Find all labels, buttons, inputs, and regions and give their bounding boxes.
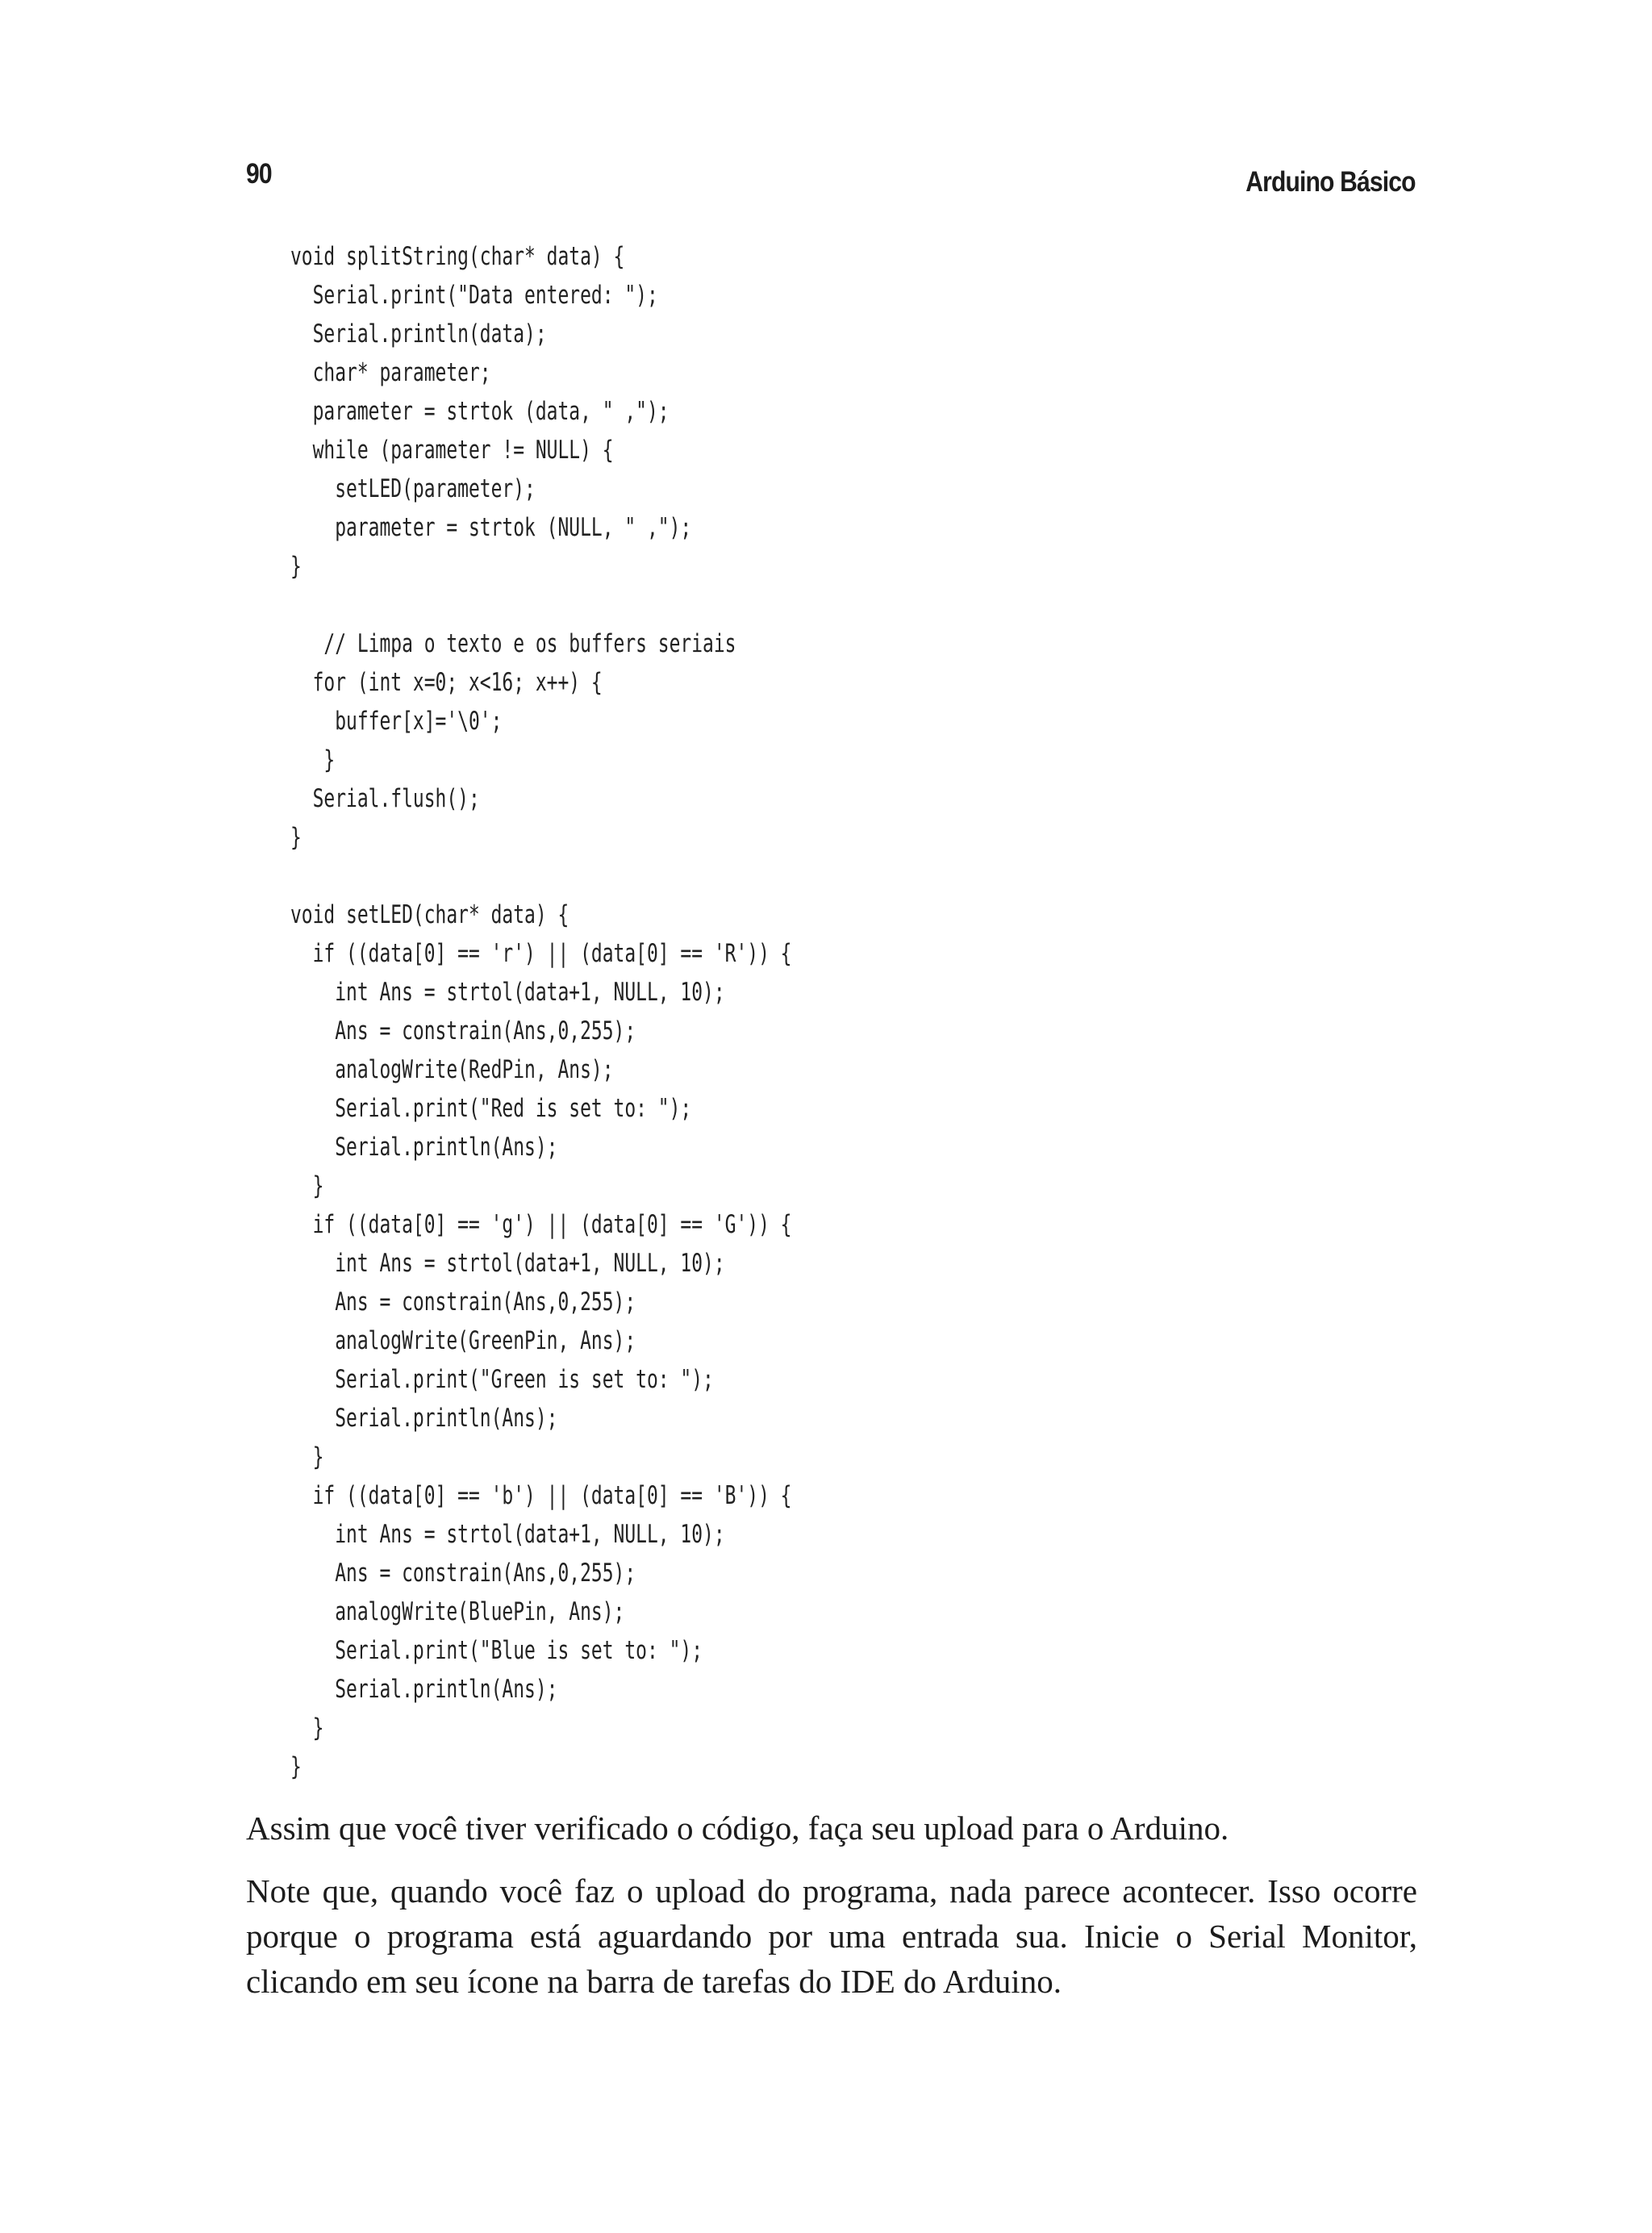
code-line: } [290,1442,324,1471]
body-paragraph-2: Note que, quando você faz o upload do programa, nada parece acontecer. Isso ocorre porque o programa está aguardando por uma entrada sua. Inicie o Serial Monitor, clicando em seu ícone na barra de tarefas do IDE do Arduino. [246,1872,1417,2000]
code-line: Serial.print("Red is set to: "); [290,1094,692,1123]
code-line [290,586,1126,624]
code-line: Serial.print("Data entered: "); [290,281,658,310]
code-line: Serial.flush(); [290,784,480,813]
code-line: parameter = strtok (data, " ,"); [290,397,670,426]
code-line: char* parameter; [290,358,491,387]
code-line: } [290,552,302,581]
code-line: while (parameter != NULL) { [290,436,614,465]
code-line: Serial.println(Ans); [290,1675,558,1704]
code-line: parameter = strtok (NULL, " ,"); [290,513,692,542]
code-line: analogWrite(GreenPin, Ans); [290,1326,636,1355]
code-line: Serial.println(Ans); [290,1133,558,1162]
code-line: if ((data[0] == 'b') || (data[0] == 'B')) { [290,1481,792,1510]
code-line: Ans = constrain(Ans,0,255); [290,1016,636,1046]
code-line: analogWrite(RedPin, Ans); [290,1055,614,1084]
code-line: buffer[x]='\0'; [290,707,503,736]
code-line: Ans = constrain(Ans,0,255); [290,1288,636,1317]
code-line: Serial.println(data); [290,319,547,349]
code-line: } [290,1713,324,1743]
code-line: } [290,1171,324,1200]
code-line: for (int x=0; x<16; x++) { [290,668,603,697]
code-line [290,857,1126,895]
running-head-title: Arduino Básico [1245,166,1416,198]
code-line: Serial.print("Green is set to: "); [290,1365,714,1394]
code-line: Serial.print("Blue is set to: "); [290,1636,703,1665]
code-line: int Ans = strtol(data+1, NULL, 10); [290,1520,725,1549]
code-line: } [290,823,302,852]
page-number: 90 [246,158,272,190]
code-line: } [290,1752,302,1781]
code-line: } [290,745,336,774]
code-line: setLED(parameter); [290,474,536,503]
code-line: Ans = constrain(Ans,0,255); [290,1559,636,1588]
code-line: void splitString(char* data) { [290,242,625,271]
code-listing [290,237,1420,1786]
body-paragraph-1: Assim que você tiver verificado o código, faça seu upload para o Arduino. [246,1809,1229,1847]
code-line: void setLED(char* data) { [290,900,569,929]
code-line: int Ans = strtol(data+1, NULL, 10); [290,1249,725,1278]
code-line: analogWrite(BluePin, Ans); [290,1597,625,1626]
code-line: int Ans = strtol(data+1, NULL, 10); [290,978,725,1007]
code-line: if ((data[0] == 'g') || (data[0] == 'G')) { [290,1210,792,1239]
code-line: // Limpa o texto e os buffers seriais [290,629,736,658]
code-line: if ((data[0] == 'r') || (data[0] == 'R')) { [290,939,792,968]
code-line: Serial.println(Ans); [290,1404,558,1433]
